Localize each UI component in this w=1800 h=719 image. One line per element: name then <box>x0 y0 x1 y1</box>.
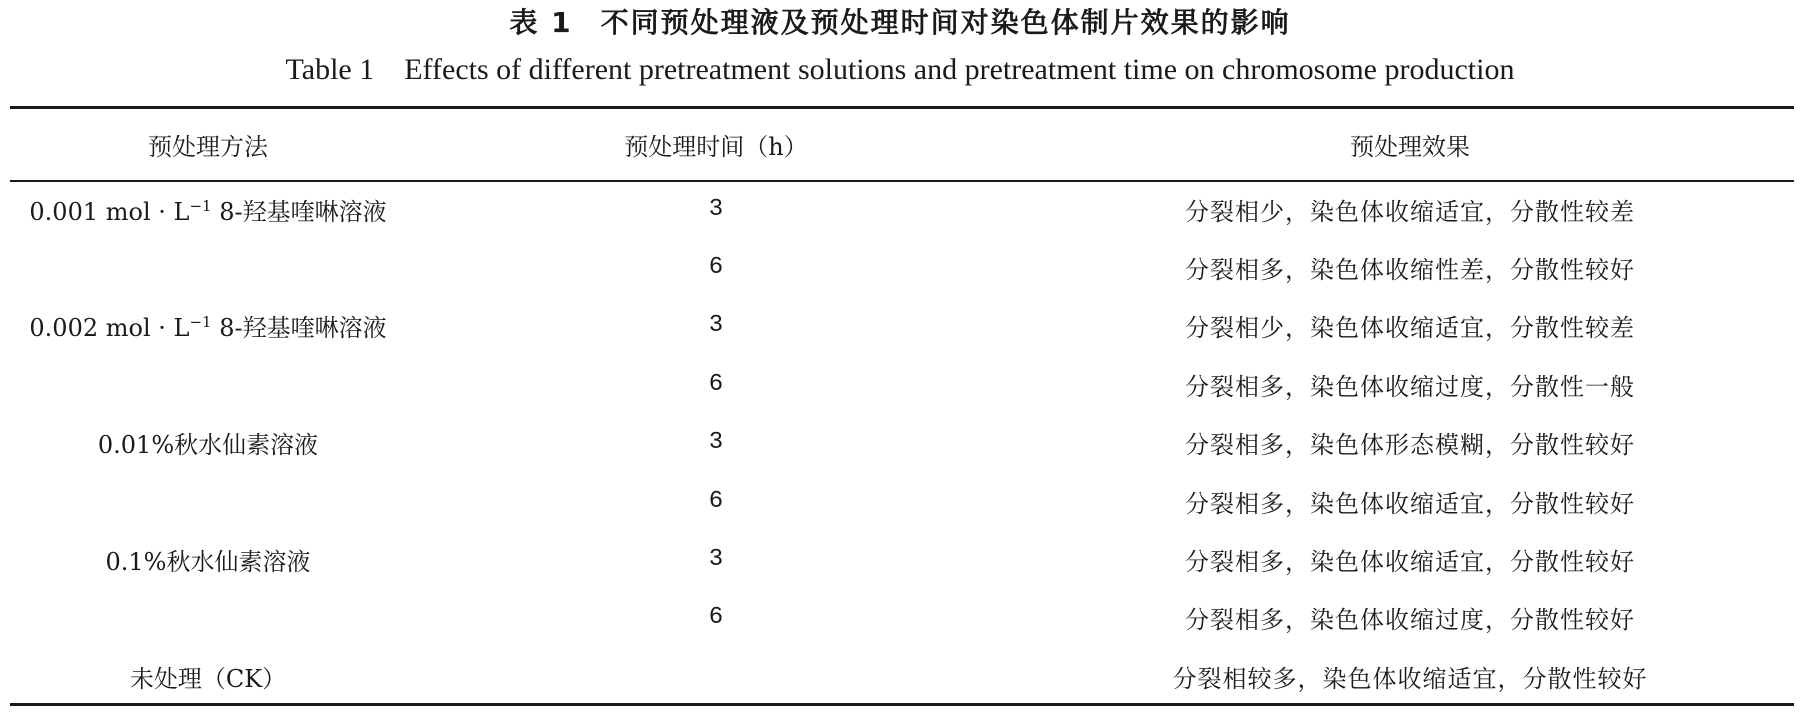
cell-method <box>10 355 406 413</box>
method-text-tail: 8-羟基喹啉溶液 <box>211 197 387 226</box>
cell-effect: 分裂相多，染色体形态模糊，分散性较好 <box>1185 431 1635 460</box>
method-text: 0.1%秋水仙素溶液 <box>105 548 311 577</box>
table-row <box>10 589 1794 647</box>
method-text-tail: 8-羟基喹啉溶液 <box>211 314 387 343</box>
cell-time: 6 <box>708 370 724 398</box>
cell-effect: 分裂相多，染色体收缩性差，分散性较好 <box>1185 256 1635 285</box>
table-header-row <box>10 109 1794 180</box>
method-text: 0.01%秋水仙素溶液 <box>97 431 319 460</box>
table-row <box>10 355 1794 413</box>
cell-method <box>10 589 406 647</box>
cell-method <box>10 647 406 705</box>
cell-effect: 分裂相多，染色体收缩过度，分散性较好 <box>1185 606 1635 635</box>
cell-time: 3 <box>708 429 724 457</box>
cell-method <box>10 414 406 472</box>
cell-effect: 分裂相少，染色体收缩适宜，分散性较差 <box>1185 197 1635 226</box>
table-caption-english: Effects of different pretreatment solutions and pretreatment time on chromosome production <box>404 53 1515 86</box>
table-row <box>10 647 1794 705</box>
table-row <box>10 238 1794 296</box>
table-label-chinese: 表 1 <box>509 6 573 39</box>
table-row <box>10 530 1794 588</box>
method-superscript: −1 <box>189 196 212 215</box>
cell-effect: 分裂相少，染色体收缩适宜，分散性较差 <box>1185 314 1635 343</box>
cell-time: 6 <box>708 254 724 282</box>
data-table <box>10 109 1794 706</box>
cell-time: 6 <box>708 604 724 632</box>
table-row <box>10 472 1794 530</box>
table-caption-chinese: 不同预处理液及预处理时间对染色体制片效果的影响 <box>600 6 1291 39</box>
cell-method <box>10 472 406 530</box>
table-title-english <box>0 52 1800 88</box>
method-text: 0.002 mol · L <box>29 314 190 343</box>
method-text: 未处理（CK） <box>129 664 287 693</box>
method-text: 0.001 mol · L <box>29 197 190 226</box>
table-row <box>10 180 1794 238</box>
table-label-english: Table 1 <box>285 53 375 86</box>
cell-method <box>10 180 406 238</box>
cell-effect: 分裂相多，染色体收缩适宜，分散性较好 <box>1185 548 1635 577</box>
cell-method <box>10 238 406 296</box>
cell-effect: 分裂相多，染色体收缩适宜，分散性较好 <box>1185 489 1635 518</box>
cell-method <box>10 530 406 588</box>
cell-time <box>406 647 1026 705</box>
table-title-chinese <box>0 6 1800 40</box>
cell-time: 3 <box>708 312 724 340</box>
cell-time: 3 <box>708 546 724 574</box>
cell-effect: 分裂相较多，染色体收缩适宜，分散性较好 <box>1172 664 1648 693</box>
header-method: 预处理方法 <box>148 133 268 161</box>
header-effect: 预处理效果 <box>1350 133 1470 161</box>
table-row <box>10 414 1794 472</box>
cell-time: 3 <box>708 195 724 223</box>
cell-method <box>10 297 406 355</box>
header-time: 预处理时间（h） <box>624 133 808 161</box>
method-superscript: −1 <box>189 313 212 332</box>
cell-effect: 分裂相多，染色体收缩过度，分散性一般 <box>1185 372 1635 401</box>
table-row <box>10 297 1794 355</box>
cell-time: 6 <box>708 487 724 515</box>
